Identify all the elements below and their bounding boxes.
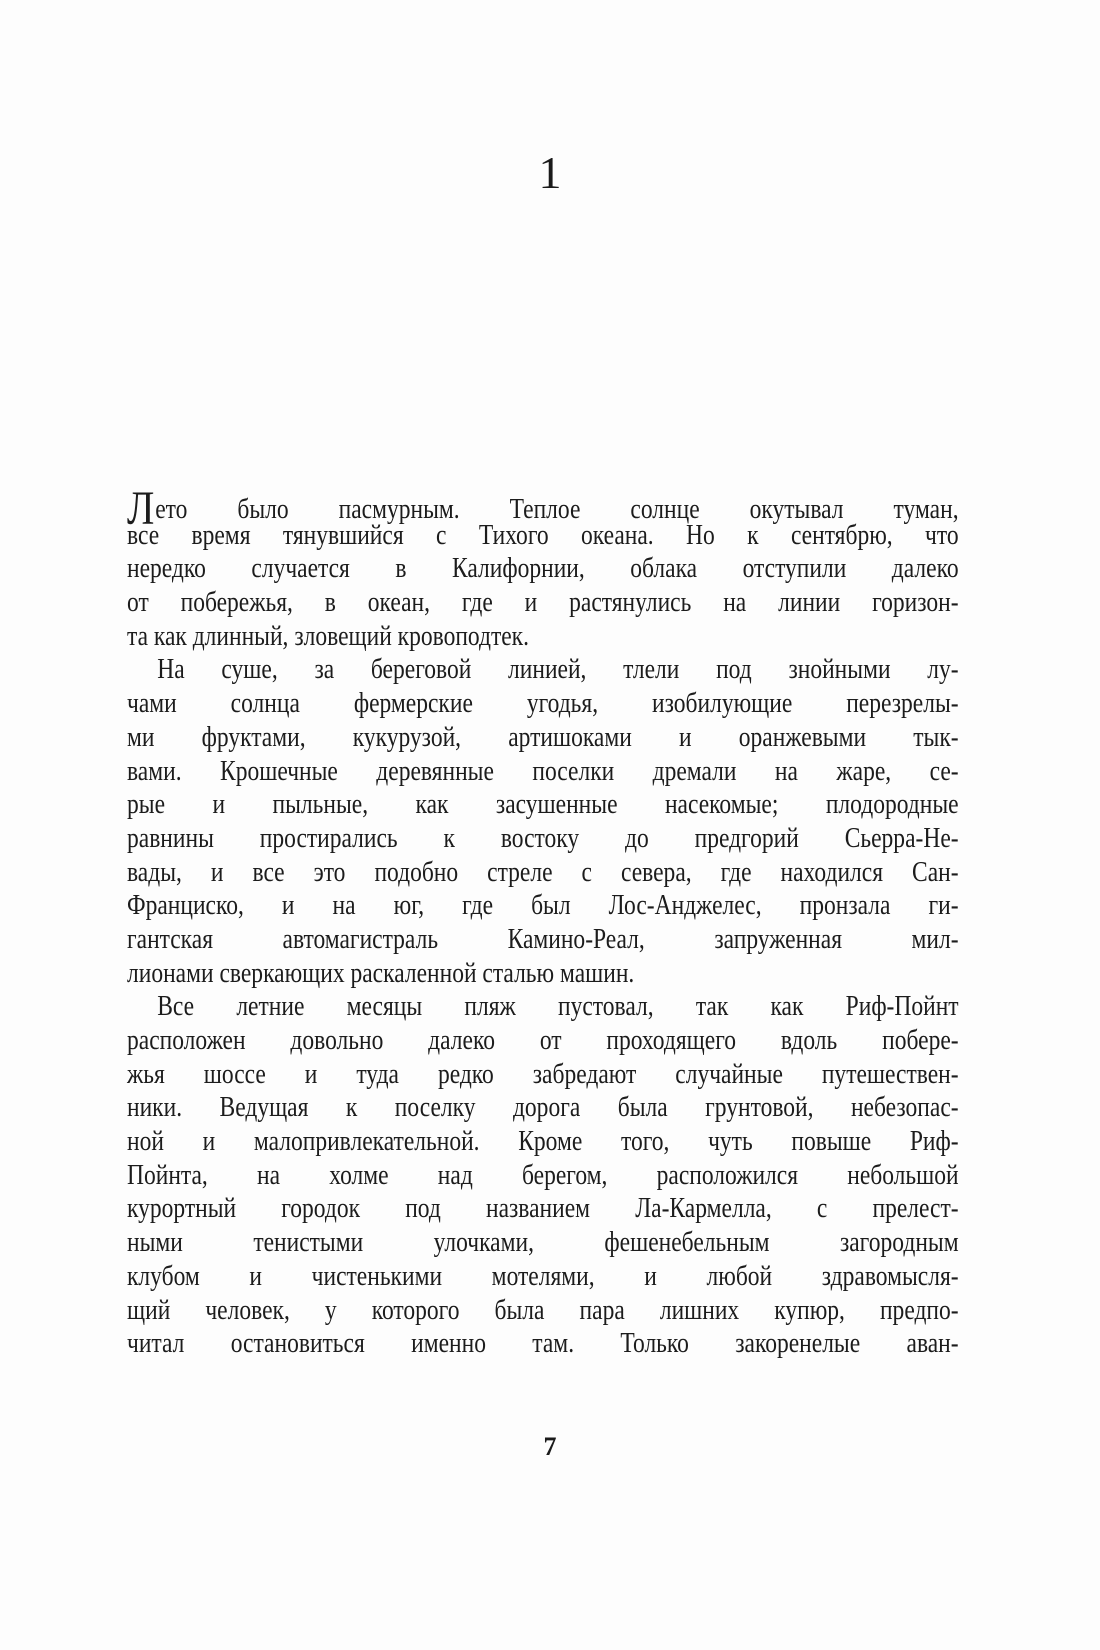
text-line-words: щий человек, у которого была пара лишних купюр, предпо- <box>127 1294 959 1326</box>
text-line <box>127 1192 958 1226</box>
text-line <box>127 788 958 822</box>
text-line <box>127 755 958 789</box>
text-line <box>127 822 958 856</box>
text-line <box>127 1327 958 1361</box>
text-line-words: лионами сверкающих раскаленной сталью машин. <box>127 957 635 989</box>
text-line-content <box>127 721 959 755</box>
text-line-content <box>127 990 959 1024</box>
text-line-words: от побережья, в океан, где и растянулись на линии горизон- <box>127 587 959 619</box>
text-line <box>127 1058 958 1092</box>
text-line-content <box>127 1125 959 1159</box>
text-line-words: вады, и все это подобно стреле с севера, где находился Сан- <box>127 856 959 888</box>
text-line-words: клубом и чистенькими мотелями, и любой здравомысля- <box>127 1260 959 1292</box>
text-line-content <box>127 620 959 654</box>
text-line <box>127 957 958 991</box>
text-line <box>127 889 958 923</box>
text-line <box>127 1125 958 1159</box>
text-line-words: курортный городок под названием Ла-Кармелла, с прелест- <box>127 1193 959 1225</box>
text-line-words: ной и малопривлекательной. Кроме того, чуть повыше Риф- <box>127 1126 959 1158</box>
text-line <box>127 990 958 1024</box>
text-line-content <box>127 1226 959 1260</box>
text-line-words: равнины простирались к востоку до предгорий Сьерра-Не- <box>127 822 959 854</box>
text-line-words: все время тянувшийся с Тихого океана. Но к сентябрю, что <box>127 519 959 551</box>
text-line-content <box>127 923 959 957</box>
text-line <box>127 1226 958 1260</box>
text-line-content <box>127 1260 959 1294</box>
text-line-content <box>127 1058 959 1092</box>
text-line-words: ники. Ведущая к поселку дорога была грунтовой, небезопас- <box>127 1092 959 1124</box>
text-line-words: Все летние месяцы пляж пустовал, так как Риф-Пойнт <box>157 991 959 1023</box>
text-line-content <box>127 1192 959 1226</box>
text-line <box>127 586 958 620</box>
text-line-content <box>127 957 959 991</box>
text-line-words: гантская автомагистраль Камино-Реал, запруженная мил- <box>127 923 959 955</box>
page-number: 7 <box>543 1432 557 1461</box>
drop-cap: Л <box>127 482 155 535</box>
text-line <box>127 552 958 586</box>
text-line-content <box>127 1091 959 1125</box>
text-line-words: рые и пыльные, как засушенные насекомые; плодородные <box>127 789 959 821</box>
text-line <box>127 653 958 687</box>
text-line-content <box>127 889 959 923</box>
chapter-body-text <box>127 482 959 1361</box>
text-line <box>127 1294 958 1328</box>
text-line <box>127 1024 958 1058</box>
text-line <box>127 721 958 755</box>
text-line-content <box>127 1327 959 1361</box>
text-line-words: жья шоссе и туда редко забредают случайные путешествен- <box>127 1058 959 1090</box>
text-line-content <box>127 1159 959 1193</box>
text-line <box>127 923 958 957</box>
text-line <box>127 1260 958 1294</box>
text-line-words: вами. Крошечные деревянные поселки дремали на жаре, се- <box>127 755 959 787</box>
text-line-words: На суше, за береговой линией, тлели под знойными лу- <box>157 654 959 686</box>
text-line <box>127 1159 958 1193</box>
text-line <box>127 620 958 654</box>
text-line-content <box>127 755 959 789</box>
text-line-content <box>127 1294 959 1328</box>
text-line <box>127 687 958 721</box>
text-line <box>127 519 958 553</box>
text-line-words: ето было пасмурным. Теплое солнце окутывал туман, <box>155 494 959 525</box>
text-line-content <box>127 687 959 721</box>
text-line-words: ными тенистыми улочками, фешенебельным загородным <box>127 1227 959 1259</box>
text-line-content <box>127 1024 959 1058</box>
text-line-content <box>127 586 959 620</box>
text-line-words: читал остановиться именно там. Только закоренелые аван- <box>127 1328 959 1360</box>
text-line-content <box>127 788 959 822</box>
text-line-content <box>127 552 959 586</box>
text-line-words: та как длинный, зловещий кровоподтек. <box>127 620 529 652</box>
text-line-content <box>127 822 959 856</box>
text-line-words: Пойнта, на холме над берегом, расположился небольшой <box>127 1159 959 1191</box>
text-line-content <box>127 519 959 553</box>
chapter-number: 1 <box>538 147 562 198</box>
text-line-words: ми фруктами, кукурузой, артишоками и оранжевыми тык- <box>127 721 959 753</box>
text-line-words: нередко случается в Калифорнии, облака отступили далеко <box>127 553 959 585</box>
text-line-words: Франциско, и на юг, где был Лос-Анджелес, пронзала ги- <box>127 890 959 922</box>
text-line <box>127 856 958 890</box>
text-line-words: чами солнца фермерские угодья, изобилующие перезрелы- <box>127 688 959 720</box>
text-line <box>127 1091 958 1125</box>
text-line-words: расположен довольно далеко от проходящего вдоль побере- <box>127 1025 959 1056</box>
text-line-content <box>127 856 959 890</box>
text-line-content <box>127 653 959 687</box>
